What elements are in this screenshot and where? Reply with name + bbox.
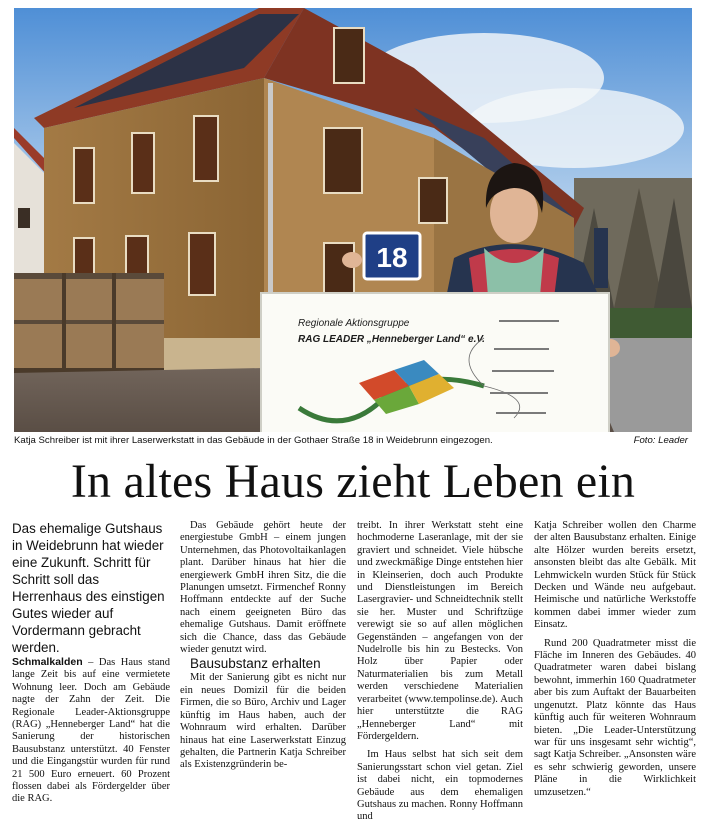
article-photo — [14, 8, 692, 432]
article-column-2 — [180, 520, 346, 772]
paragraph-text: – Das Haus stand lange Zeit bis auf eine vermietete Wohnung leer. Doch am Gebäude nagte der Zahn der Zeit. Die Regionale Leader-Aktionsgruppe (RAG) „Henneberger Land“ hat die Sanierung der historischen Bausubstanz unterstützt. 40 Fenster und die Eingangstür wurden für rund 21 500 Euro erneuert. 60 Prozent flossen dabei als Fördergelder über die RAG. — [12, 657, 170, 805]
article-paragraph: Das Gebäude gehört heute der energiestube GmbH – einem jungen Unternehmen, das Photovoltaikanlagen plant. Darüber hinaus hat hier die energiewerk GmbH ihren Sitz, die die Planungen umsetzt. Firmenchef Ronny Hoffmann entdeckte auf der Suche nach einem geeigneten Büro das ehemalige Gutshaus. Damit eröffnete sich die Chance, dass das Gebäude wieder genutzt wird. — [180, 520, 346, 656]
poster-line2: RAG LEADER „Henneberger Land“ e.V. — [298, 334, 485, 345]
article-column-1 — [12, 520, 170, 806]
article-paragraph: treibt. In ihrer Werkstatt steht eine hochmoderne Laseranlage, mit der sie graviert und schneidet. Viele hübsche und zweckmäßige Dinge entstehen hier in Kleinserien, doch auch Produkte und Dienstleistungen im Bereich Lasergravier- und Schneidtechnik stellt sie her. Muster und Schriftzüge verewigt sie so auf allen möglichen Gegenständen – angefangen von der Nudelrolle bis hin zu Bestecks. Von Holz über Papier oder Naturmaterialien bis zum Metall werden verschiedene Materialien verarbeitet (www.tempolinse.de). Auch hier unterstützte die RAG „Henneberger Land“ mit Fördergeldern. — [357, 520, 523, 742]
plate-number: 18 — [376, 242, 408, 273]
article-column-3 — [357, 520, 523, 824]
house-number-plate — [364, 233, 420, 279]
article-headline: In altes Haus zieht Leben ein — [70, 455, 636, 508]
article-paragraph: Rund 200 Quadratmeter misst die Fläche im Inneren des Gebäudes. 40 Quadratmeter waren dabei bislang bewohnt, immerhin 160 Quadratmeter aber bis zum Auftakt der Bauarbeiten ungenutzt. Platz könnte das Haus künftig auch für weiteren Wohnraum bieten. „Die Leader-Unterstützung war für uns insgesamt sehr wichtig“, sagt Katja Schreiber. „Ansonsten wäre es sehr schwierig geworden, unsere Pläne in die Wirklichkeit umzusetzen.“ — [534, 637, 696, 798]
article-paragraph: Im Haus selbst hat sich seit dem Sanierungsstart schon viel getan. Ziel ist dabei nicht, ein topmodernes Gebäude aus dem ehemaligen Gutshaus zu machen. Ronny Hoffmann und — [357, 749, 523, 823]
photo-credit: Foto: Leader — [633, 435, 688, 446]
poster-line1: Regionale Aktionsgruppe — [298, 318, 410, 329]
caption-text: Katja Schreiber ist mit ihrer Laserwerkstatt in das Gebäude in der Gothaer Straße 18 in Weidebrunn eingezogen. — [14, 435, 493, 446]
article-subhead: Bausubstanz erhalten — [190, 656, 321, 672]
article-column-4 — [534, 520, 696, 799]
article-paragraph: Katja Schreiber wollen den Charme der alten Bausubstanz erhalten. Einige alte Hölzer wurden bereits ersetzt, ansonsten bleibt das alte Gebälk. Mit Lehmwickeln wurden Stück für Stück Decken und Wände neu aufgebaut. Heimische und natürliche Werkstoffe kommen dabei immer wieder zum Einsatz. — [534, 520, 696, 631]
article-paragraph: Mit der Sanierung gibt es nicht nur ein neues Domizil für die beiden Firmen, die so Büro, Archiv und Lager künftig im Haus haben, auch der Wohnraum wird erhalten. Darüber hinaus hat eine Laserwerkstatt Einzug gehalten, die Partnerin Katja Schreiber als Existenzgründerin be- — [180, 672, 346, 771]
photo-illustration — [14, 8, 692, 432]
firewood-stack — [14, 273, 164, 376]
dateline: Schmalkalden — [12, 656, 83, 668]
article-lead: Das ehemalige Gutshaus in Weidebrunn hat wieder eine Zukunft. Schritt für Schritt soll das Herrenhaus des einstigen Gutes wieder auf Vordermann gebracht werden. — [12, 521, 165, 655]
article-paragraph — [12, 656, 170, 806]
photo-caption — [14, 434, 692, 448]
rag-poster — [261, 293, 609, 432]
